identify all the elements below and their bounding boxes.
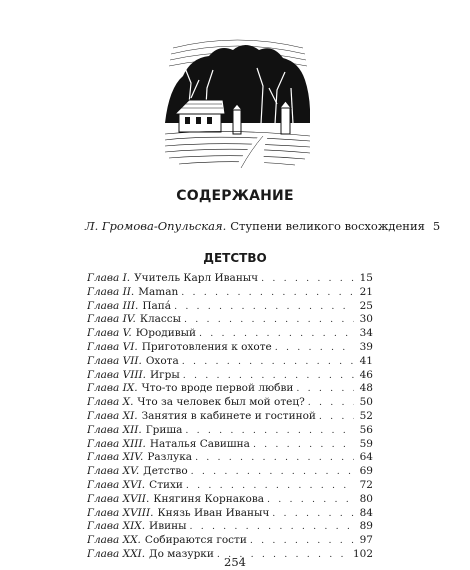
chapter-label: Глава VIII. xyxy=(87,368,146,381)
chapter-label: Глава II. xyxy=(87,285,135,298)
toc-entry[interactable] xyxy=(87,313,373,327)
toc-entry[interactable] xyxy=(87,451,373,465)
chapter-page-number: 84 xyxy=(359,506,373,519)
intro-page-number: 5 xyxy=(432,219,441,233)
dot-leader xyxy=(275,342,354,353)
chapter-title: Классы xyxy=(139,313,182,326)
chapter-label: Глава VI. xyxy=(87,340,138,353)
chapter-label: Глава XV. xyxy=(87,465,140,478)
toc-entry[interactable] xyxy=(87,369,373,383)
chapter-page-number: 41 xyxy=(359,354,373,367)
toc-entry[interactable] xyxy=(87,327,373,341)
chapter-page-number: 69 xyxy=(359,465,373,478)
dot-leader xyxy=(189,521,354,532)
chapter-title: Ивины xyxy=(149,520,187,533)
toc-entry[interactable] xyxy=(87,396,373,410)
dot-leader xyxy=(181,287,354,298)
chapter-title: Стихи xyxy=(149,478,183,491)
chapter-page-number: 56 xyxy=(359,423,373,436)
chapter-title: Игры xyxy=(149,368,180,381)
toc-entry[interactable] xyxy=(87,465,373,479)
chapter-page-number: 50 xyxy=(359,396,373,409)
dot-leader xyxy=(199,328,354,339)
dot-leader xyxy=(183,370,354,381)
chapter-label: Глава XVIII. xyxy=(87,506,154,519)
toc-entry[interactable] xyxy=(87,286,373,300)
toc-entry[interactable] xyxy=(87,355,373,369)
chapter-title: Охота xyxy=(145,354,179,367)
chapter-label: Глава III. xyxy=(87,299,139,312)
chapter-page-number: 46 xyxy=(359,368,373,381)
chapter-page-number: 80 xyxy=(359,492,373,505)
dot-leader xyxy=(174,301,354,312)
chapter-label: Глава XVI. xyxy=(87,478,146,491)
dot-leader xyxy=(319,411,354,422)
chapter-page-number: 89 xyxy=(359,520,373,533)
chapter-page-number: 97 xyxy=(359,534,373,547)
chapter-title: До мазурки xyxy=(149,547,214,560)
chapter-label: Глава XVII. xyxy=(87,492,150,505)
dot-leader xyxy=(267,494,354,505)
toc-entry[interactable] xyxy=(87,382,373,396)
dot-leader xyxy=(253,439,354,450)
chapter-title: Занятия в кабинете и гостиной xyxy=(141,409,316,422)
toc-entry[interactable] xyxy=(87,520,373,534)
chapter-label: Глава XIV. xyxy=(87,451,144,464)
toc-entry[interactable] xyxy=(87,507,373,521)
contents-heading: СОДЕРЖАНИЕ xyxy=(176,188,294,204)
dot-leader xyxy=(186,480,354,491)
chapter-page-number: 72 xyxy=(359,478,373,491)
chapter-label: Глава X. xyxy=(87,396,134,409)
dot-leader xyxy=(195,452,354,463)
dot-leader xyxy=(184,314,354,325)
dot-leader xyxy=(182,356,354,367)
estate-engraving-illustration xyxy=(165,28,310,170)
chapter-label: Глава V. xyxy=(87,327,132,340)
intro-title: Ступени великого восхождения xyxy=(230,219,425,233)
chapter-title: Собираются гости xyxy=(144,534,247,547)
chapter-title: Что-то вроде первой любви xyxy=(141,382,294,395)
intro-author: Л. Громова-Опульская. xyxy=(85,219,227,233)
dot-leader xyxy=(308,397,354,408)
dot-leader xyxy=(191,466,354,477)
chapter-label: Глава VII. xyxy=(87,354,142,367)
chapter-page-number: 25 xyxy=(359,299,373,312)
toc-entry[interactable] xyxy=(87,479,373,493)
chapter-page-number: 64 xyxy=(359,451,373,464)
chapter-label: Глава XIX. xyxy=(87,520,146,533)
chapter-title: Княгиня Корнакова xyxy=(153,492,265,505)
toc-entry[interactable] xyxy=(87,438,373,452)
chapter-title: Maman xyxy=(138,285,179,298)
toc-entry[interactable] xyxy=(87,424,373,438)
chapter-title: Приготовления к охоте xyxy=(141,340,272,353)
chapter-label: Глава XXI. xyxy=(87,547,146,560)
chapter-page-number: 34 xyxy=(359,327,373,340)
chapter-title: Гриша xyxy=(145,423,183,436)
chapter-page-number: 102 xyxy=(352,547,373,560)
chapter-label: Глава I. xyxy=(87,272,131,284)
chapter-page-number: 52 xyxy=(359,409,373,422)
page-number: 254 xyxy=(224,555,246,569)
toc-entry[interactable] xyxy=(87,300,373,314)
chapter-label: Глава IX. xyxy=(87,382,138,395)
chapter-label: Глава XIII. xyxy=(87,437,146,450)
chapter-label: Глава XI. xyxy=(87,409,138,422)
chapter-label: Глава XII. xyxy=(87,423,142,436)
dot-leader xyxy=(250,535,354,546)
table-of-contents xyxy=(87,272,373,562)
dot-leader xyxy=(185,425,354,436)
intro-entry[interactable] xyxy=(85,219,441,233)
toc-entry[interactable] xyxy=(87,410,373,424)
chapter-title: Что за человек был мой отец? xyxy=(137,396,305,409)
dot-leader xyxy=(261,273,354,284)
chapter-title: Детство xyxy=(143,465,188,478)
chapter-page-number: 39 xyxy=(359,340,373,353)
chapter-page-number: 48 xyxy=(359,382,373,395)
chapter-title: Юродивый xyxy=(135,327,197,340)
chapter-label: Глава XX. xyxy=(87,534,141,547)
chapter-title: Разлука xyxy=(147,451,193,464)
chapter-title: Папá xyxy=(142,299,172,312)
chapter-label: Глава IV. xyxy=(87,313,136,326)
dot-leader xyxy=(296,383,354,394)
toc-entry[interactable] xyxy=(87,341,373,355)
chapter-page-number: 30 xyxy=(359,313,373,326)
section-heading: ДЕТСТВО xyxy=(203,251,267,265)
toc-entry[interactable] xyxy=(87,534,373,548)
chapter-page-number: 21 xyxy=(359,285,373,298)
chapter-page-number: 15 xyxy=(359,272,373,284)
chapter-title: Учитель Карл Иваныч xyxy=(134,272,259,284)
chapter-page-number: 59 xyxy=(359,437,373,450)
chapter-title: Князь Иван Иваныч xyxy=(157,506,270,519)
chapter-title: Наталья Савишна xyxy=(149,437,250,450)
toc-entry[interactable] xyxy=(87,272,373,286)
toc-entry[interactable] xyxy=(87,493,373,507)
dot-leader xyxy=(272,508,354,519)
